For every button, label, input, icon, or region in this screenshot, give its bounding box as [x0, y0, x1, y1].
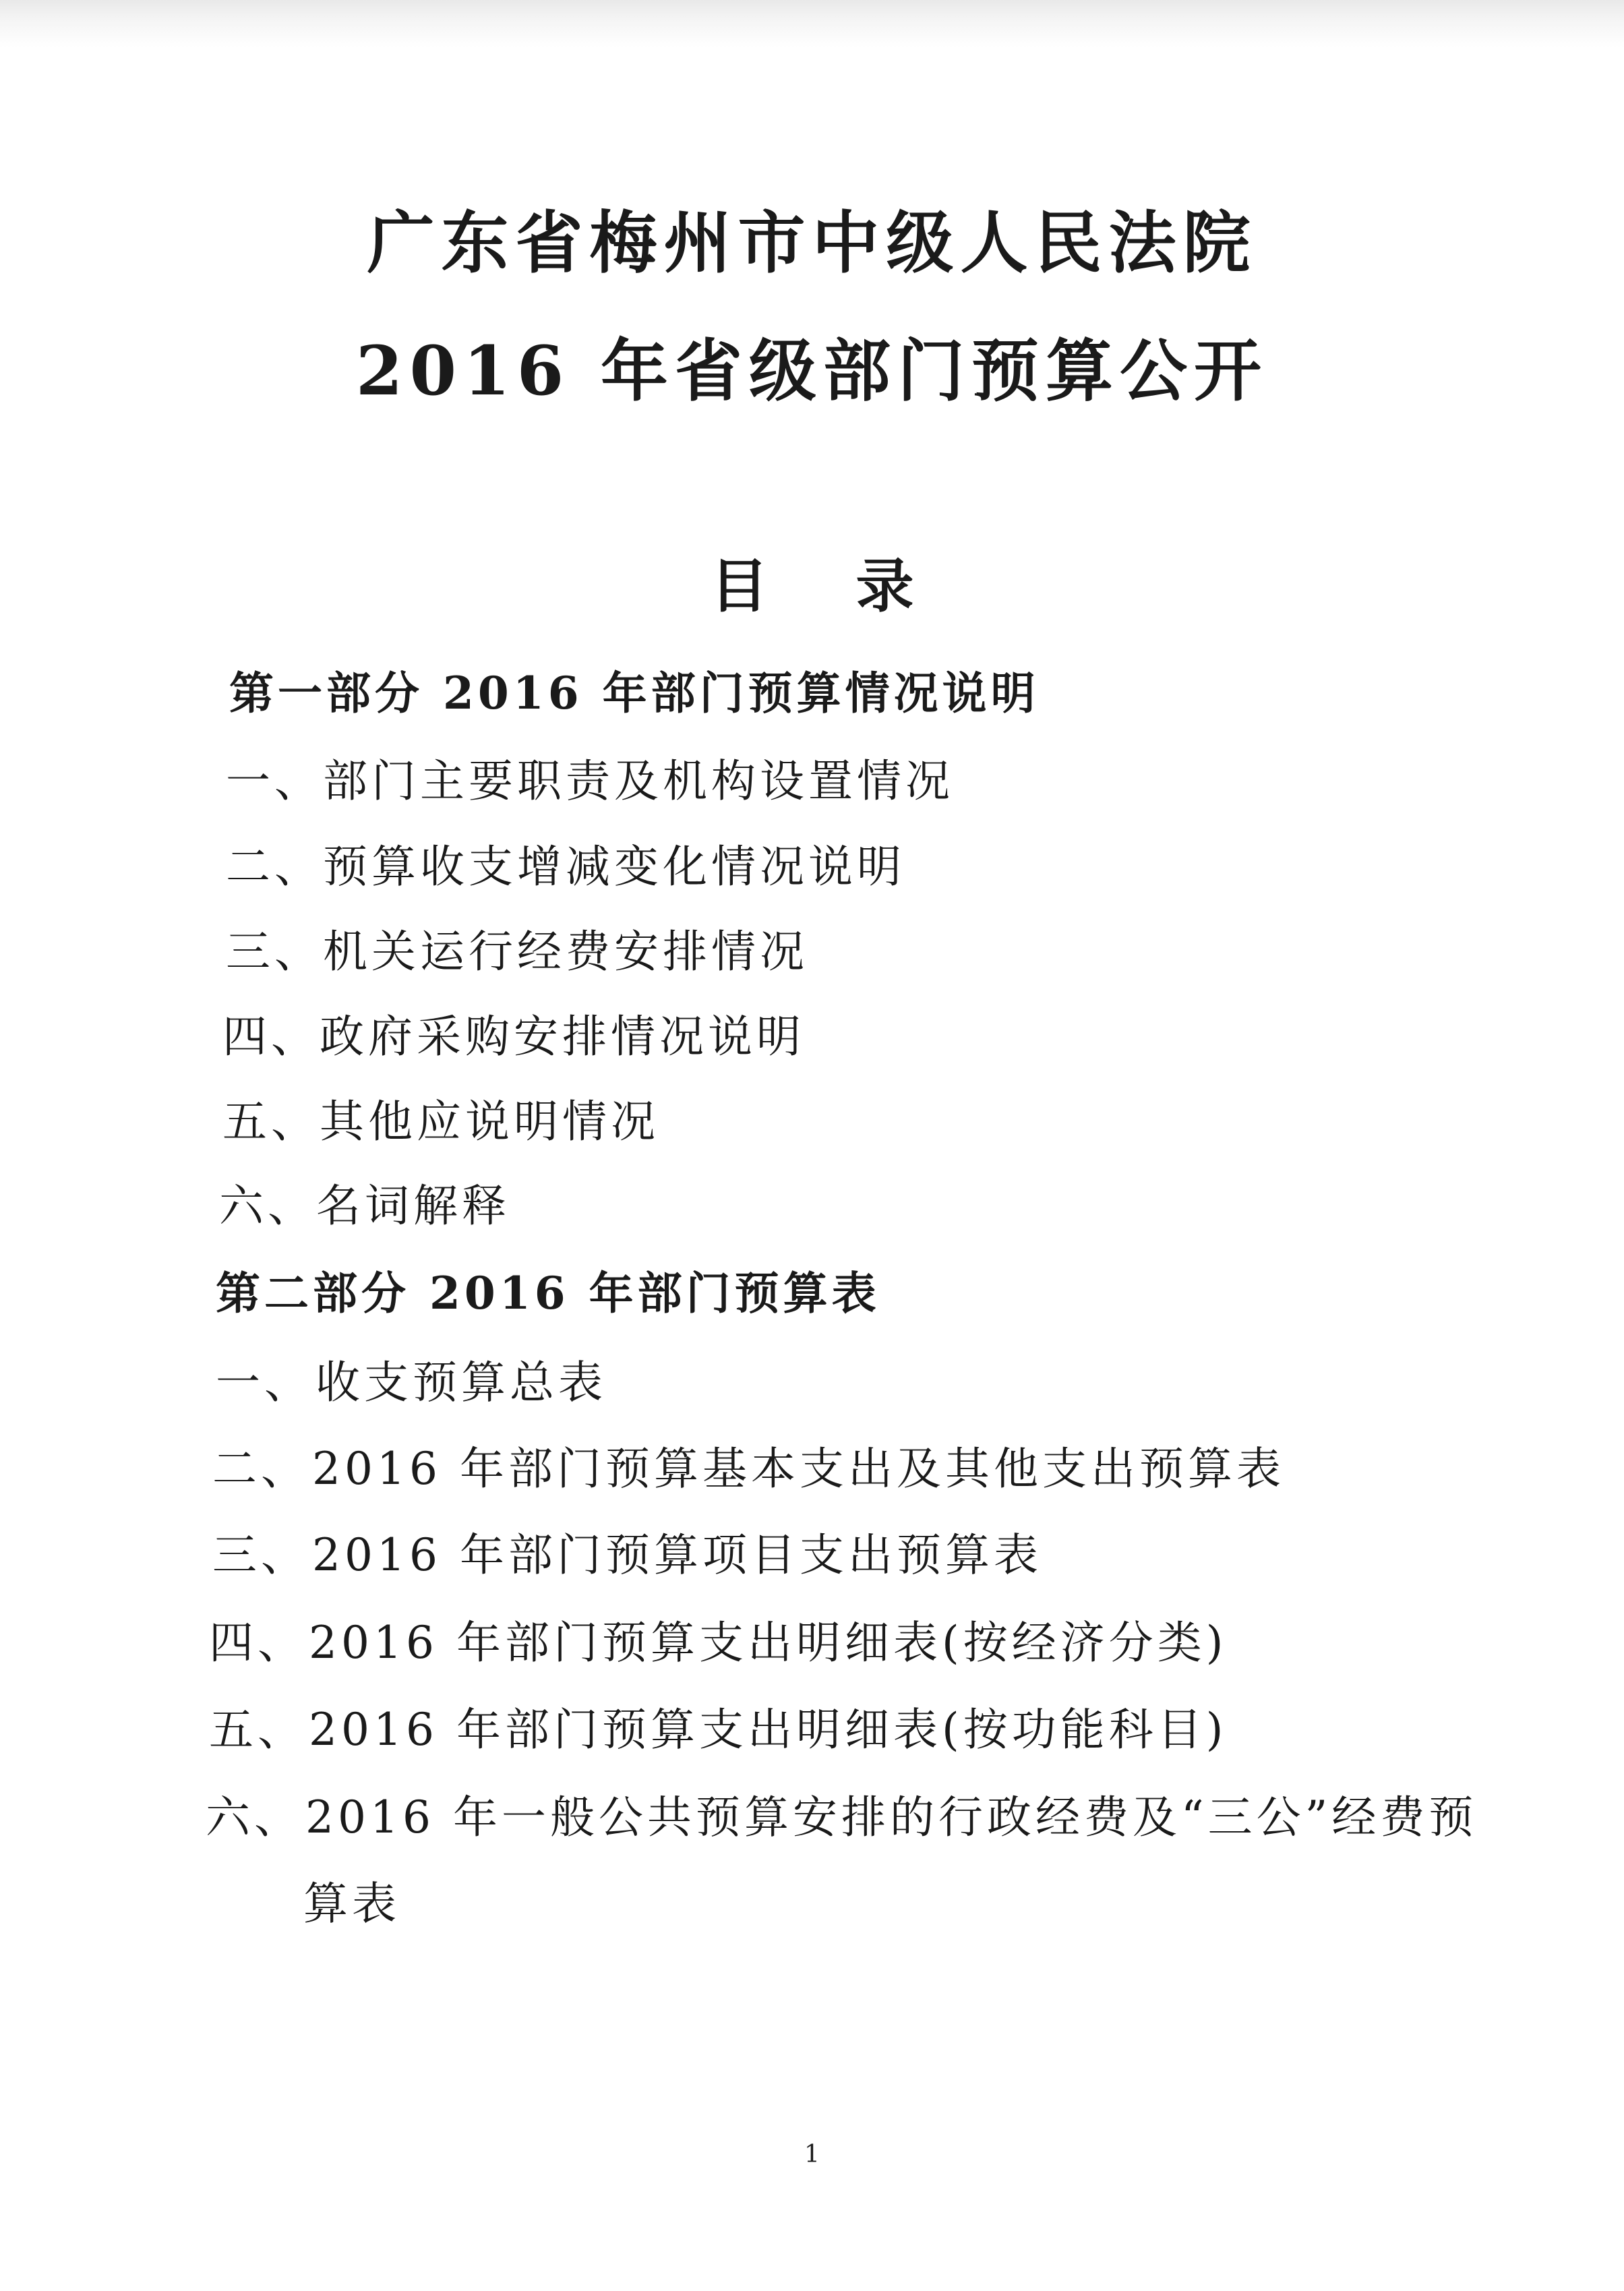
toc-item-number: 三、	[226, 926, 323, 978]
toc-item-number: 五、	[209, 1704, 306, 1756]
toc-item-number: 六、	[219, 1180, 316, 1232]
document-title-line2: 2016 年省级部门预算公开	[355, 331, 1269, 411]
toc-item-number: 六、	[206, 1791, 303, 1843]
toc-item-part2-4	[209, 1607, 1227, 1671]
toc-item-part2-1	[216, 1346, 607, 1410]
toc-item-part1-1	[226, 745, 954, 809]
toc-item-number: 三、	[212, 1529, 309, 1581]
toc-heading	[0, 539, 1624, 623]
toc-item-number: 四、	[209, 1617, 306, 1669]
toc-item-text: 政府采购安排情况说明	[320, 1011, 805, 1063]
toc-item-number: 五、	[222, 1096, 320, 1148]
toc-item-number: 四、	[222, 1011, 320, 1063]
toc-item-text: 2016 年部门预算支出明细表(按经济分类)	[309, 1617, 1228, 1669]
toc-item-number: 二、	[212, 1443, 309, 1495]
scan-edge-shadow	[0, 0, 1624, 47]
toc-item-text: 2016 年部门预算基本支出及其他支出预算表	[312, 1443, 1285, 1495]
toc-item-part2-5	[209, 1694, 1227, 1758]
toc-item-number: 一、	[226, 755, 323, 807]
toc-item-part1-4	[222, 1001, 805, 1065]
toc-item-part2-3	[212, 1519, 1042, 1583]
document-title-line1: 广东省梅州市中级人民法院	[367, 203, 1257, 282]
toc-item-text: 2016 年部门预算支出明细表(按功能科目)	[309, 1704, 1228, 1756]
toc-item-part1-5	[222, 1085, 659, 1150]
toc-item-text: 预算收支增减变化情况说明	[323, 841, 905, 893]
part2-heading: 第二部分 2016 年部门预算表	[216, 1267, 880, 1319]
page-number: 1	[804, 2141, 820, 2168]
toc-item-part1-2	[226, 831, 905, 895]
toc-item-part1-3	[226, 916, 808, 980]
toc-item-part2-2	[212, 1433, 1285, 1497]
toc-heading-char1: 目	[710, 552, 769, 620]
toc-item-text: 2016 年部门预算项目支出预算表	[312, 1529, 1042, 1581]
part1-heading: 第一部分 2016 年部门预算情况说明	[229, 667, 1040, 719]
toc-item-text: 名词解释	[316, 1180, 510, 1232]
toc-item-text: 收支预算总表	[315, 1357, 607, 1408]
toc-item-text: 机关运行经费安排情况	[323, 926, 808, 978]
toc-item-number: 二、	[226, 841, 323, 893]
toc-item-part1-6	[219, 1170, 510, 1234]
toc-item-text: 2016 年一般公共预算安排的行政经费及“三公”经费预	[305, 1791, 1478, 1843]
toc-item-text: 部门主要职责及机构设置情况	[323, 755, 954, 807]
toc-heading-char2: 录	[855, 552, 914, 620]
toc-item-part2-6-continuation: 算表	[303, 1878, 400, 1930]
toc-item-part2-6	[206, 1781, 1477, 1845]
toc-item-number: 一、	[216, 1357, 313, 1408]
toc-item-text: 其他应说明情况	[320, 1096, 659, 1148]
